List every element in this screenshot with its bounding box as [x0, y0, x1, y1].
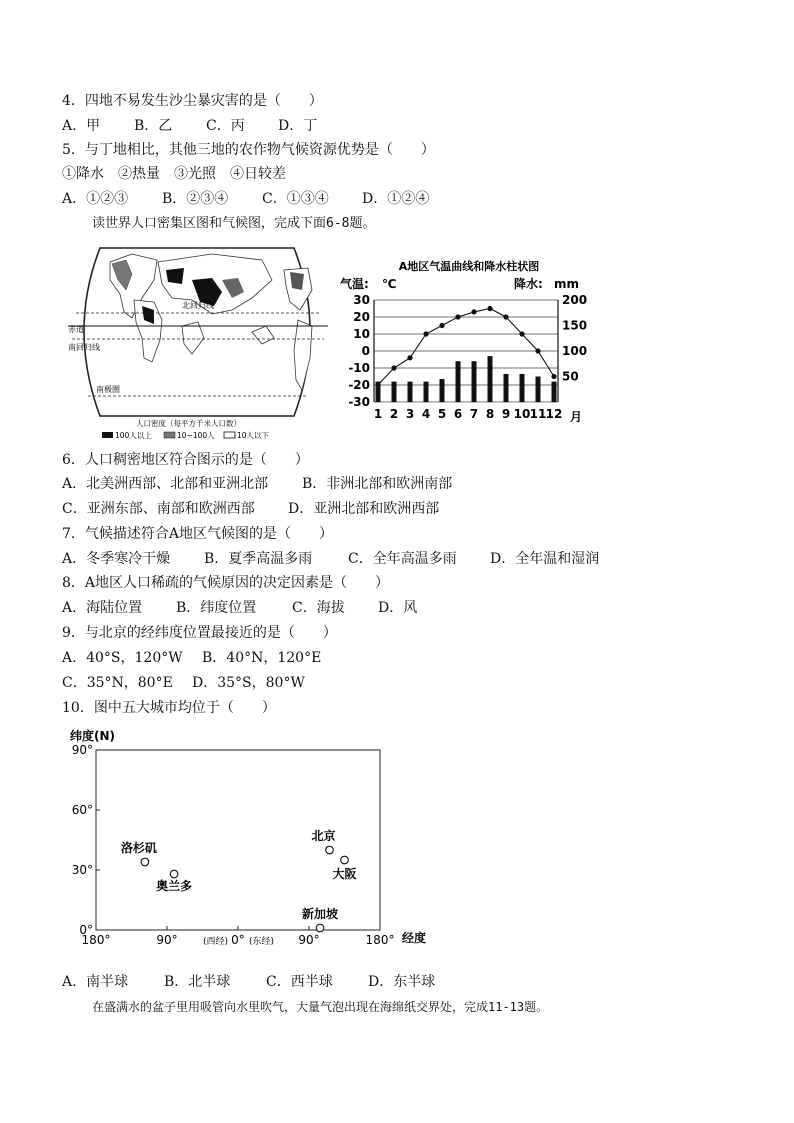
temperature-point — [503, 314, 508, 319]
climate-left-tick: -20 — [348, 378, 370, 392]
precip-bar — [488, 356, 493, 402]
precip-bar — [440, 379, 445, 402]
temperature-point — [439, 323, 444, 328]
climate-left-tick: 0 — [361, 344, 370, 358]
map-legend-title: 人口密度（每平方千米人口数） — [136, 419, 241, 428]
temperature-point — [375, 382, 380, 387]
q4-option-c[interactable]: C．丙 — [206, 118, 245, 134]
climate-right-tick: 200 — [562, 293, 588, 307]
q6-stem: 6．人口稠密地区符合图示的是（ ） — [62, 452, 309, 468]
climate-right-tick: 100 — [562, 344, 588, 358]
q5-option-c[interactable]: C．①③④ — [262, 191, 329, 207]
temperature-point — [471, 309, 476, 314]
q6-option-a[interactable]: A．北美洲西部、北部和亚洲北部 — [62, 476, 269, 492]
q9-option-d[interactable]: D．35°S，80°W — [192, 675, 305, 691]
scatter-x-tick: 90° — [298, 933, 320, 947]
climate-month-tick: 3 — [405, 407, 415, 421]
climate-month-tick: 8 — [485, 407, 495, 421]
map-legend-low: 10人以下 — [237, 431, 270, 440]
q6-options-row1 — [62, 475, 452, 493]
q10-option-c[interactable]: C．西半球 — [266, 974, 333, 990]
city-label: 洛杉矶 — [120, 841, 157, 855]
q10-option-a[interactable]: A．南半球 — [62, 974, 129, 990]
temperature-line — [378, 309, 554, 386]
climate-month-tick: 10 — [513, 407, 531, 421]
temperature-point — [407, 355, 412, 360]
scatter-y-tick: 0° — [79, 923, 93, 937]
climate-right-unit: mm — [554, 277, 580, 291]
precip-bar — [424, 382, 429, 402]
q8-options — [62, 599, 417, 617]
q5-stem: 5．与丁地相比，其他三地的农作物气候资源优势是（ ） — [62, 142, 435, 158]
climate-month-tick: 1 — [373, 407, 383, 421]
climate-left-tick: 10 — [353, 327, 370, 341]
temperature-point — [423, 331, 428, 336]
q4-option-b[interactable]: B．乙 — [134, 118, 173, 134]
precip-bar — [536, 377, 541, 403]
precip-bar — [520, 374, 525, 402]
q8-option-a[interactable]: A．海陆位置 — [62, 600, 143, 616]
scatter-x-tick: 90° — [156, 933, 178, 947]
precip-bar — [552, 382, 557, 402]
legend-swatch-mid — [164, 432, 175, 438]
scatter-x-tick: 0° — [231, 933, 245, 947]
city-label: 北京 — [311, 829, 336, 843]
climate-month-tick: 6 — [453, 407, 463, 421]
climate-chart — [338, 250, 600, 430]
q4-options — [62, 117, 317, 135]
climate-month-tick: 12 — [545, 407, 563, 421]
legend-swatch-low — [224, 432, 235, 438]
precip-bar — [504, 374, 509, 402]
q6-option-b[interactable]: B．非洲北部和欧洲南部 — [302, 476, 453, 492]
intro-11-13: 在盛满水的盆子里用吸管向水里吹气，大量气泡出现在海绵纸交界处，完成11-13题。 — [92, 1000, 549, 1014]
q7-option-d[interactable]: D．全年温和湿润 — [490, 551, 600, 567]
q7-option-c[interactable]: C．全年高温多雨 — [348, 551, 457, 567]
climate-left-tick: -10 — [348, 361, 370, 375]
q5-option-a[interactable]: A．①②③ — [62, 191, 129, 207]
climate-left-tick: 30 — [353, 293, 370, 307]
q8-stem: 8．A地区人口稀疏的气候原因的决定因素是（ ） — [62, 575, 390, 591]
scatter-y-tick: 90° — [71, 743, 93, 757]
q9-options-row1 — [62, 649, 321, 667]
q9-option-a[interactable]: A．40°S，120°W — [62, 650, 183, 666]
city-point — [326, 846, 334, 854]
world-population-map — [62, 240, 332, 445]
climate-title: A地区气温曲线和降水柱状图 — [398, 260, 540, 273]
q9-stem: 9．与北京的经纬度位置最接近的是（ ） — [62, 625, 337, 641]
city-point — [170, 870, 178, 878]
precip-bar — [456, 361, 461, 402]
city-point — [141, 858, 149, 866]
map-legend-high: 100人以上 — [115, 431, 152, 440]
temperature-point — [535, 348, 540, 353]
scatter-east-label: (东经) — [249, 937, 275, 947]
climate-month-tick: 4 — [421, 407, 431, 421]
q7-options — [62, 550, 599, 568]
q7-stem: 7．气候描述符合A地区气候图的是（ ） — [62, 526, 334, 542]
climate-left-tick: 20 — [353, 310, 370, 324]
climate-left-label: 气温: — [340, 277, 369, 291]
scatter-x-tick: 180° — [81, 933, 111, 947]
scatter-frame — [96, 750, 380, 930]
climate-month-tick: 9 — [501, 407, 511, 421]
q10-options — [62, 973, 435, 991]
q4-option-d[interactable]: D．丁 — [278, 118, 318, 134]
climate-right-label: 降水: — [514, 277, 543, 291]
scatter-x-tick: 180° — [365, 933, 395, 947]
q8-option-d[interactable]: D．风 — [378, 600, 418, 616]
q8-option-b[interactable]: B．纬度位置 — [176, 600, 257, 616]
q6-option-d[interactable]: D．亚洲北部和欧洲西部 — [288, 501, 440, 517]
map-legend-mid: 10~100人 — [177, 431, 215, 440]
map-label-north-tropic: 北回归线 — [182, 301, 214, 310]
city-label: 新加坡 — [302, 907, 339, 921]
q7-option-a[interactable]: A．冬季寒冷干燥 — [62, 551, 171, 567]
q5-option-d[interactable]: D．①②④ — [362, 191, 430, 207]
climate-month-tick: 2 — [389, 407, 399, 421]
q9-option-c[interactable]: C．35°N，80°E — [62, 675, 173, 691]
climate-right-tick: 150 — [562, 318, 588, 333]
climate-left-unit: ℃ — [382, 277, 397, 291]
q10-stem: 10．图中五大城市均位于（ ） — [62, 700, 276, 716]
map-label-south-polar: 南极圈 — [96, 385, 120, 394]
scatter-y-tick: 60° — [71, 803, 93, 817]
q7-option-b[interactable]: B．夏季高温多雨 — [204, 551, 313, 567]
q10-option-d[interactable]: D．东半球 — [368, 974, 436, 990]
climate-month-tick: 7 — [469, 407, 479, 421]
map-label-equator: 赤道 — [68, 325, 84, 334]
city-point — [316, 924, 324, 932]
q9-options-row2 — [62, 674, 305, 692]
q4-stem: 4．四地不易发生沙尘暴灾害的是（ ） — [62, 93, 323, 109]
q5-option-b[interactable]: B．②③④ — [162, 191, 229, 207]
temperature-point — [391, 365, 396, 370]
q8-option-c[interactable]: C．海拔 — [292, 600, 345, 616]
climate-month-tick: 5 — [437, 407, 447, 421]
climate-left-tick: -30 — [348, 395, 370, 409]
city-point — [341, 856, 349, 864]
q6-option-c[interactable]: C．亚洲东部、南部和欧洲西部 — [62, 501, 255, 517]
precip-bar — [472, 361, 477, 402]
city-location-chart — [62, 722, 442, 950]
q9-option-b[interactable]: B．40°N，120°E — [202, 650, 322, 666]
q10-option-b[interactable]: B．北半球 — [164, 974, 231, 990]
q5-options — [62, 190, 429, 208]
scatter-xlabel: 经度 — [402, 931, 427, 945]
temperature-point — [551, 374, 556, 379]
q5-items: ①降水 ②热量 ③光照 ④日较差 — [62, 166, 286, 182]
q4-option-a[interactable]: A．甲 — [62, 118, 101, 134]
climate-month-tick: 11 — [529, 407, 547, 421]
city-label: 奥兰多 — [156, 879, 193, 893]
precip-bar — [408, 382, 413, 402]
temperature-point — [519, 331, 524, 336]
legend-swatch-high — [102, 432, 113, 438]
temperature-point — [487, 306, 492, 311]
temperature-point — [455, 314, 460, 319]
intro-6-8: 读世界人口密集区图和气候图，完成下面6-8题。 — [92, 216, 376, 231]
city-label: 大阪 — [332, 867, 357, 881]
climate-month-unit: 月 — [570, 410, 583, 424]
precip-bar — [392, 382, 397, 402]
climate-right-tick: 50 — [562, 369, 579, 384]
scatter-west-label: (西经) — [203, 937, 229, 947]
q6-options-row2 — [62, 500, 439, 518]
scatter-y-tick: 30° — [71, 863, 93, 877]
map-label-south-tropic: 南回归线 — [68, 343, 100, 352]
scatter-ylabel: 纬度(N) — [70, 729, 116, 743]
